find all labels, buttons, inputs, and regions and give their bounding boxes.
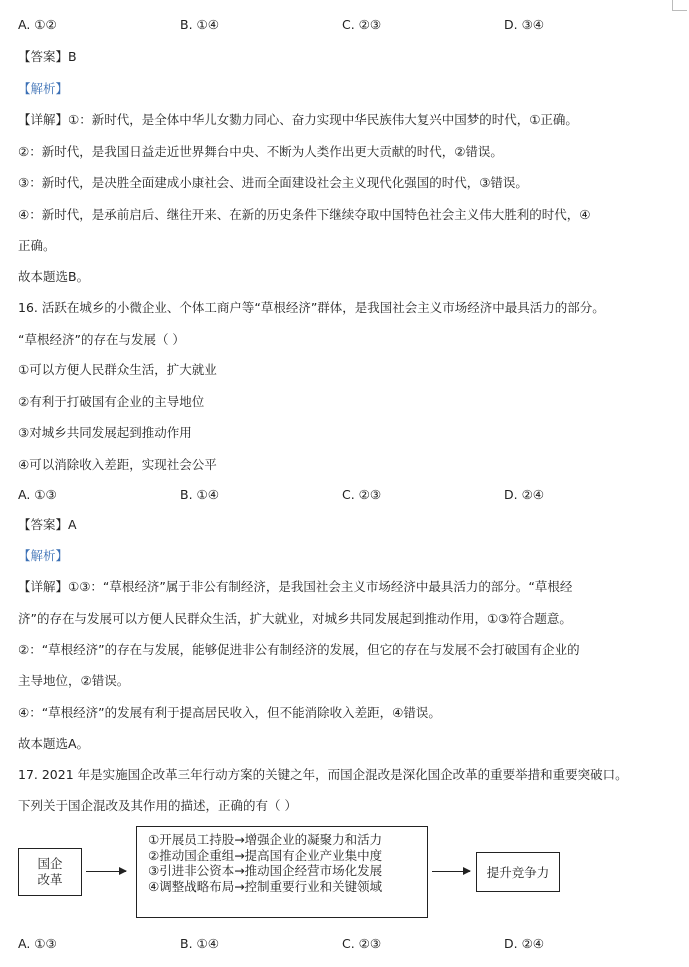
diagram-item-2: ②推动国企重组→提高国有企业产业集中度 bbox=[148, 847, 383, 863]
q16-conclusion: 故本题选A。 bbox=[18, 736, 90, 751]
q17-option-c[interactable]: C. ②③ bbox=[342, 936, 382, 951]
q17-option-d[interactable]: D. ②④ bbox=[504, 936, 544, 951]
q15-detail-2: ②：新时代，是我国日益走近世界舞台中央、不断为人类作出更大贡献的时代，②错误。 bbox=[18, 144, 503, 159]
diagram-item-1: ①开展员工持股→增强企业的凝聚力和活力 bbox=[148, 832, 383, 847]
q16-item-2: ②有利于打破国有企业的主导地位 bbox=[18, 394, 205, 409]
q15-detail-1: 【详解】①：新时代，是全体中华儿女勠力同心、奋力实现中华民族伟大复兴中国梦的时代，①正确。 bbox=[18, 112, 578, 127]
q17-options bbox=[18, 935, 678, 953]
diagram-arrow-2 bbox=[432, 871, 470, 872]
diagram-arrow-1 bbox=[86, 871, 126, 872]
q15-detail-4: ④：新时代，是承前启后、继往开来、在新的历史条件下继续夺取中国特色社会主义伟大胜利的时代，④ bbox=[18, 207, 591, 222]
q16-stem-1: 16. 活跃在城乡的小微企业、个体工商户等“草根经济”群体，是我国社会主义市场经济中最具活力的部分。 bbox=[18, 300, 605, 315]
q16-item-4: ④可以消除收入差距，实现社会公平 bbox=[18, 457, 217, 472]
q16-detail-3: ②：“草根经济”的存在与发展，能够促进非公有制经济的发展，但它的存在与发展不会打破国有企业的 bbox=[18, 642, 580, 657]
q16-option-a[interactable]: A. ①③ bbox=[18, 487, 57, 502]
page-corner-mark bbox=[672, 0, 687, 11]
q15-detail-3: ③：新时代，是决胜全面建成小康社会、进而全面建设社会主义现代化强国的时代，③错误。 bbox=[18, 175, 528, 190]
q17-option-a[interactable]: A. ①③ bbox=[18, 936, 57, 951]
q16-item-3: ③对城乡共同发展起到推动作用 bbox=[18, 425, 192, 440]
q17-stem-2: 下列关于国企混改及其作用的描述，正确的有（ ） bbox=[18, 798, 297, 813]
q16-option-b[interactable]: B. ①④ bbox=[180, 487, 219, 502]
q16-analysis-tag: 【解析】 bbox=[18, 548, 69, 563]
q17-stem-1: 17. 2021 年是实施国企改革三年行动方案的关键之年，而国企混改是深化国企改革的重要举措和重要突破口。 bbox=[18, 767, 628, 782]
diagram-left-text: 国企改革 bbox=[37, 856, 63, 887]
q17-option-b[interactable]: B. ①④ bbox=[180, 936, 219, 951]
diagram-item-3: ③引进非公资本→推动国企经营市场化发展 bbox=[148, 863, 383, 878]
q15-detail-5: 正确。 bbox=[18, 238, 56, 253]
q16-detail-1: 【详解】①③：“草根经济”属于非公有制经济，是我国社会主义市场经济中最具活力的部分。“草根经 bbox=[18, 579, 573, 594]
q15-option-c[interactable]: C. ②③ bbox=[342, 17, 382, 32]
q15-analysis-tag: 【解析】 bbox=[18, 81, 69, 96]
q15-option-d[interactable]: D. ③④ bbox=[504, 17, 544, 32]
q16-answer: 【答案】A bbox=[18, 517, 77, 532]
q15-conclusion: 故本题选B。 bbox=[18, 269, 90, 284]
q15-option-a[interactable]: A. ①② bbox=[18, 17, 57, 32]
q16-option-d[interactable]: D. ②④ bbox=[504, 487, 544, 502]
q15-answer: 【答案】B bbox=[18, 49, 77, 64]
diagram-center-items bbox=[148, 832, 382, 894]
q16-options bbox=[18, 486, 678, 504]
q16-detail-5: ④：“草根经济”的发展有利于提高居民收入，但不能消除收入差距，④错误。 bbox=[18, 705, 441, 720]
q16-detail-4: 主导地位，②错误。 bbox=[18, 673, 130, 688]
diagram-left-label bbox=[18, 848, 82, 896]
q16-detail-2: 济”的存在与发展可以方便人民群众生活，扩大就业，对城乡共同发展起到推动作用，①③符合题意。 bbox=[18, 611, 572, 626]
q16-stem-2: “草根经济”的存在与发展（ ） bbox=[18, 332, 185, 347]
diagram-right-text: 提升竞争力 bbox=[486, 864, 550, 880]
diagram-item-4: ④调整战略布局→控制重要行业和关键领域 bbox=[148, 878, 383, 894]
q15-options bbox=[18, 16, 678, 34]
q16-option-c[interactable]: C. ②③ bbox=[342, 487, 382, 502]
diagram-right-label bbox=[476, 852, 560, 892]
q15-option-b[interactable]: B. ①④ bbox=[180, 17, 219, 32]
q16-item-1: ①可以方便人民群众生活，扩大就业 bbox=[18, 362, 217, 377]
